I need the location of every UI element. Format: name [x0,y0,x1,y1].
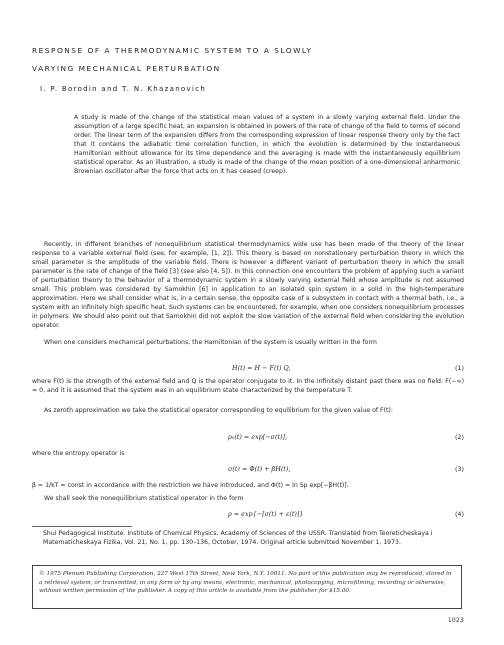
equation-2-expression: ρ₀(t) = exp[−σ(t)], [228,433,288,441]
body-paragraph-4: As zeroth approximation we take the statistical operator corresponding to equilibrium for the given value of F(t): [44,407,393,414]
equation-1-number: (1) [454,364,464,372]
paper-title-line-1: RESPONSE OF A THERMODYNAMIC SYSTEM TO A SLOWLY [32,46,313,55]
equation-2 [32,433,464,443]
equation-4-number: (4) [454,510,464,518]
footnote: Shui Pedagogical Institute. Institute of Chemical Physics, Academy of Sciences of the USSR. Translated from Teoreticheskaya i Matematicheskaya Fizika, Vol. 21, No. 1, pp. 130–136, October, 1974. Original article submitted November 1, 1973. [43,530,433,547]
footnote-rule [32,526,132,527]
body-paragraph-2: When one considers mechanical perturbations, the Hamiltonian of the system is usually written in the form [44,339,377,346]
body-paragraph-3: where F(t) is the strength of the external field and Q is the operator conjugate to it. In the infinitely distant past there was no field: F(−∞) = 0, and it is assumed that the system was in an equilibrium state characterized by the temperature T. [32,378,464,395]
page-number: 1023 [447,616,464,624]
body-paragraph-5: where the entropy operator is [32,450,125,457]
equation-3-expression: σ(t) = Φ(t) + βH(t), [228,465,291,473]
equation-4-expression: ρ = exp{−[σ(t) + ε(t)]} [228,510,304,518]
copyright-notice: © 1975 Plenum Publishing Corporation, 227 West 17th Street, New York, N.Y. 10011. No part of this publication may be reproduced, stored in a retrieval system, or transmitted, in any form or by any means, electronic, mechanical, photocopying, microfilming, recording or otherwise, without written permission of the publisher. A copy of this article is available from the publisher for $15.00. [39,571,452,595]
equation-1 [32,364,464,374]
copyright-box [32,565,462,609]
equation-1-expression: H(t) = H − F(t) Q, [232,364,291,372]
equation-4 [32,510,464,520]
abstract: A study is made of the change of the statistical mean values of a system in a slowly varying external field. Under the assumption of a large specific heat, an expansion is obtained in powers of the rate of change of the field to terms of second order. The linear term of the expansion differs from the corresponding expression of linear response theory only by the fact that it contains the adiabatic time correlation function, in which the evolution is determined by the instantaneous Hamiltonian without allowance for its time dependence and the averaging is made with the instantaneously equilibrium statistical operator. As an illustration, a study is made of the change of the mean position of a one-dimensional anharmonic Brownian oscillator after the force that acts on it has ceased (creep). [74,114,460,176]
body-paragraph-1: Recently, in different branches of nonequilibrium statistical thermodynamics wide use has been made of the theory of the linear response to a variable external field (see, for example, [1, 2]). This theory is based on nonstationary perturbation theory in which the small parameter is the amplitude of the variable field. There is however a different variant of perturbation theory in which the small parameter is the rate of change of the field [3] (see also [4, 5]). In this connection one encounters the problem of applying such a variant of perturbation theory to the behavior of a thermodynamic system in a slowly varying external field whose amplitude is not assumed small. This problem was considered by Samokhin [6] in application to an isolated spin system in a solid in the high-temperature approximation. Here we shall consider what is, in a certain sense, the opposite case of a subsystem in contact with a thermal bath, i.e., a system with an infinitely high specific heat. Such systems can be encountered, for example, when one considers nonequilibrium processes in polymers. We should also point out that Samokhin did not exploit the slow variation of the external field when considering the evolution operator. [32,241,464,330]
paper-title-line-2: VARYING MECHANICAL PERTURBATION [32,64,221,73]
equation-3 [32,465,464,475]
equation-2-number: (2) [454,433,464,441]
body-paragraph-6: β = 1/kT = const in accordance with the restriction we have introduced, and Φ(t) = ln Sp exp[−βH(t)]. [32,482,349,489]
authors: I. P. Borodin and T. N. Khazanovich [40,85,207,93]
equation-3-number: (3) [454,465,464,473]
body-paragraph-7: We shall seek the nonequilibrium statistical operator in the form [44,495,244,502]
